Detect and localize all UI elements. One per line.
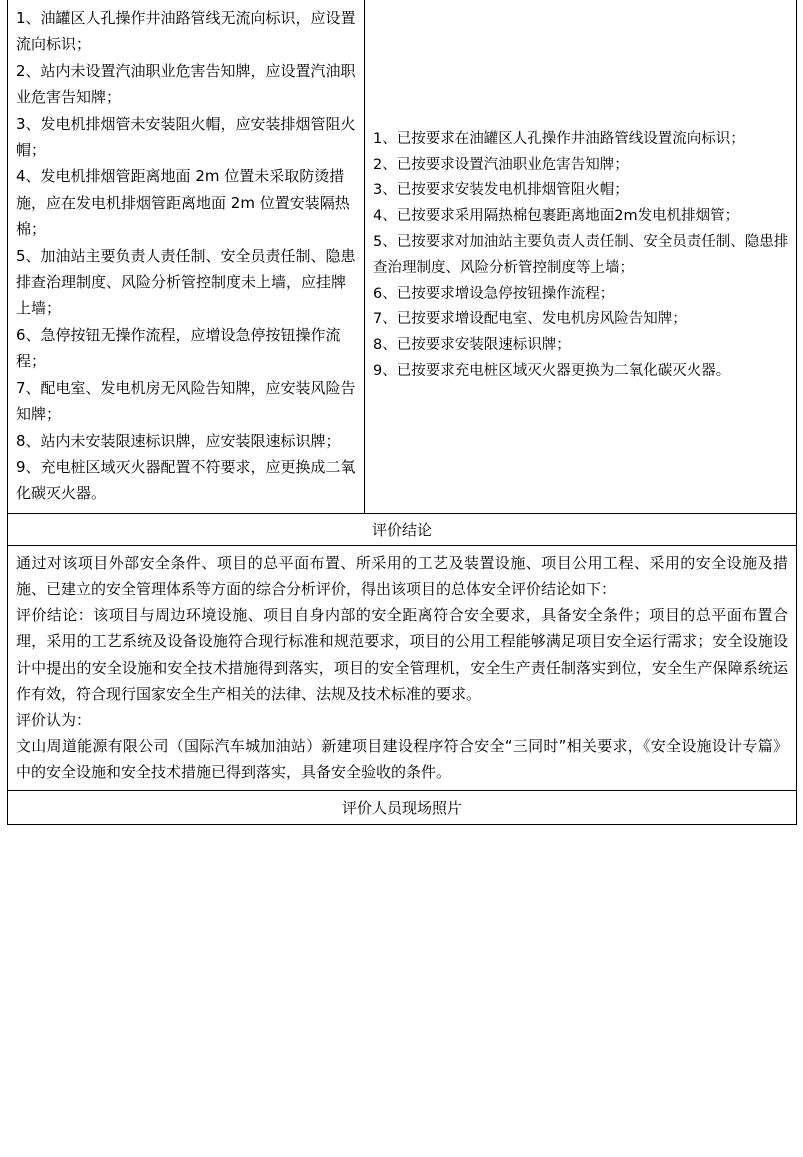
issue-item: 2、站内未设置汽油职业危害告知牌，应设置汽油职业危害告知牌； — [16, 61, 356, 107]
issue-item: 6、急停按钮无操作流程，应增设急停按钮操作流程； — [16, 325, 341, 371]
conclusion-paragraph: 通过对该项目外部安全条件、项目的总平面布置、所采用的工艺及装置设施、项目公用工程、采用的安全设施及措施、已建立的安全管理体系等方面的综合分析评价，得出该项目的总体安全评价结论如下： — [16, 553, 788, 598]
rectification-item: 7、已按要求增设配电室、发电机房风险告知牌； — [373, 311, 687, 328]
rectification-item: 9、已按要求充电桩区域灭火器更换为二氧化碳灭火器。 — [373, 363, 731, 380]
conclusion-paragraph: 评价认为： — [16, 710, 92, 729]
conclusion-paragraph: 文山周道能源有限公司（国际汽车城加油站）新建项目建设程序符合安全“三同时”相关要求，《安全设施设计专篇》中的安全设施和安全技术措施已得到落实，具备安全验收的条件。 — [16, 737, 788, 782]
issue-item: 3、发电机排烟管未安装阻火帽，应安装排烟管阻火帽； — [16, 114, 356, 160]
issue-item: 8、站内未安装限速标识牌，应安装限速标识牌； — [16, 431, 341, 450]
issues-cell — [8, 0, 365, 513]
rectification-item: 3、已按要求安装发电机排烟管阻火帽； — [373, 182, 629, 199]
conclusion-paragraph: 评价结论：该项目与周边环境设施、项目自身内部的安全距离符合安全要求，具备安全条件；项目的总平面布置合理，采用的工艺系统及设备设施符合现行标准和规范要求，项目的公用工程能够满足项目安全运行需求；安全设施设计中提出的安全设施和安全技术措施得到落实，项目的安全管理机，安全生产责任制落实到位，安全生产保障系统运作有效，符合现行国家安全生产相关的法律、法规及技术标准的要求。 — [16, 606, 788, 703]
rectification-cell — [365, 0, 796, 513]
rectification-item: 8、已按要求安装限速标识牌； — [373, 337, 571, 354]
issue-item: 7、配电室、发电机房无风险告知牌，应安装风险告知牌； — [16, 378, 356, 424]
issue-item: 5、加油站主要负责人责任制、安全员责任制、隐患排查治理制度、风险分析管控制度未上墙，应挂牌上墙； — [16, 246, 356, 318]
issue-item: 1、油罐区人孔操作井油路管线无流向标识，应设置流向标识； — [16, 9, 356, 54]
issue-item: 4、发电机排烟管距离地面 2m 位置未采取防烫措施，应在发电机排烟管距离地面 2m 位置安装隔热棉； — [16, 167, 350, 239]
conclusion-cell — [8, 546, 796, 791]
conclusion-header: 评价结论 — [8, 514, 796, 546]
photos-header: 评价人员现场照片 — [341, 798, 462, 817]
evaluation-table — [7, 0, 797, 825]
issue-item: 9、充电桩区域灭火器配置不符要求，应更换成二氧化碳灭火器。 — [16, 457, 356, 503]
rectification-item: 2、已按要求设置汽油职业危害告知牌； — [373, 156, 629, 173]
rectification-item: 5、已按要求对加油站主要负责人责任制、安全员责任制、隐患排查治理制度、风险分析管控制度等上墙； — [373, 234, 789, 276]
rectification-item: 6、已按要求增设急停按钮操作流程； — [373, 285, 615, 302]
rectification-item: 1、已按要求在油罐区人孔操作井油路管线设置流向标识； — [373, 130, 745, 147]
rectification-list — [373, 127, 790, 385]
issues-rectification-row — [8, 0, 796, 514]
rectification-item: 4、已按要求采用隔热棉包裹距离地面2m发电机排烟管； — [373, 208, 740, 225]
